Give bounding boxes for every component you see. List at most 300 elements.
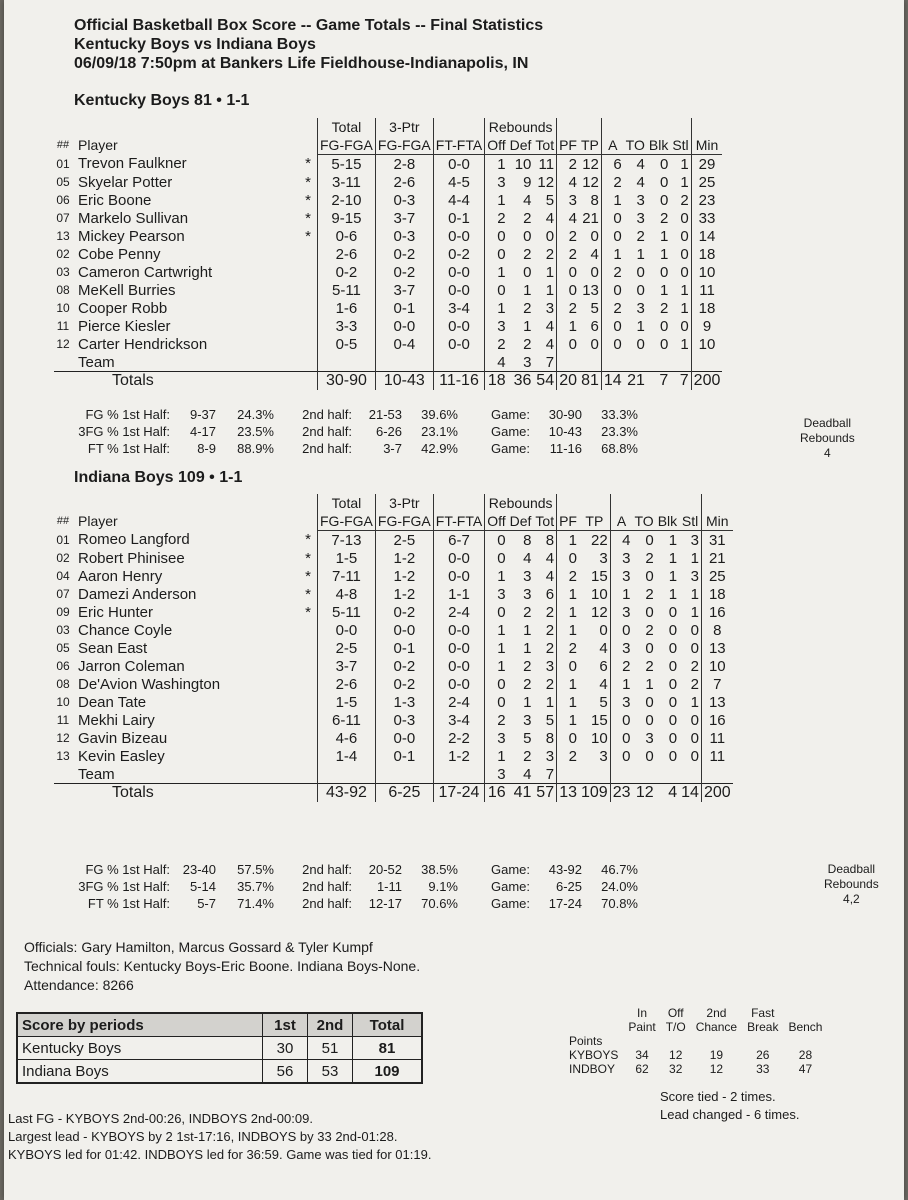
player-number: 04	[56, 569, 70, 583]
stat-min: 14	[691, 227, 722, 245]
stat-def: 1	[523, 317, 532, 335]
col-fast-break: Fast Break	[747, 1006, 779, 1034]
player-number: 08	[56, 677, 70, 691]
stat-pf: 0	[557, 335, 579, 353]
player-number	[54, 765, 72, 784]
stat-min: 25	[691, 173, 722, 191]
stat-tp: 15	[591, 711, 608, 729]
player-number: 10	[56, 695, 70, 709]
stat-blk: 0	[659, 155, 669, 173]
stat-tp: 6	[599, 657, 608, 675]
stat-pf: 4	[557, 173, 579, 191]
stat-def: 1	[523, 621, 532, 639]
stat-to: 2	[645, 621, 654, 639]
periods-header: Score by periods	[17, 1013, 263, 1037]
col-total: Total	[318, 118, 376, 136]
stat-pf: 2	[557, 567, 579, 585]
stat-def: 2	[523, 657, 532, 675]
box-score-table-kentucky	[54, 118, 722, 390]
player-number: 01	[56, 156, 70, 171]
starter-mark	[299, 335, 318, 353]
stat-stl: 1	[680, 281, 689, 299]
col-min: Min	[691, 136, 722, 155]
stat-tp: 5	[599, 693, 608, 711]
total-fg: 43-92	[318, 784, 376, 803]
header-date-venue: 06/09/18 7:50pm at Bankers Life Fieldhouse-Indianapolis, IN	[74, 55, 529, 72]
col-a: A	[601, 136, 623, 155]
col-tp: TP	[579, 136, 601, 155]
stat-to: 0	[645, 747, 654, 765]
stat-blk: 1	[668, 567, 678, 585]
stat-min: 11	[691, 281, 722, 299]
stat-min: 11	[701, 729, 732, 747]
pct-row: FG % 1st Half: 9-37 24.3% 2nd half: 21-53 39.6% Game: 30-90 33.3%	[85, 407, 638, 422]
periods-team: Kentucky Boys	[17, 1037, 263, 1060]
total-def: 36	[508, 372, 534, 391]
col-to: TO	[634, 513, 654, 529]
stat-to: 0	[645, 693, 654, 711]
col-num: ##	[56, 515, 70, 528]
periods-1st: 30	[263, 1037, 308, 1060]
stat-tp: 0	[590, 263, 599, 281]
stat-def: 2	[523, 299, 532, 317]
stat-to: 0	[645, 711, 654, 729]
stat-fg3: 1-2	[375, 585, 433, 603]
player-row	[54, 693, 733, 711]
footer-last-fg: Last FG - KYBOYS 2nd-00:26, INDBOYS 2nd-00:09.	[8, 1111, 313, 1126]
starter-mark	[299, 639, 318, 657]
player-name: Cobe Penny	[78, 245, 161, 263]
col-player: Player	[78, 137, 118, 154]
starter-mark: *	[305, 531, 311, 549]
col-fg: FG-FGA	[318, 512, 376, 531]
lead-changed: Lead changed - 6 times.	[660, 1107, 800, 1122]
stat-off: 1	[485, 639, 508, 657]
stat-fg3: 0-1	[375, 747, 433, 765]
stat-min: 8	[701, 621, 732, 639]
stat-stl: 0	[680, 245, 689, 263]
stat-tp: 10	[591, 729, 608, 747]
stat-def: 2	[523, 675, 532, 693]
stat-tot: 5	[545, 191, 555, 209]
stat-pf: 3	[557, 191, 579, 209]
periods-col-2nd: 2nd	[308, 1013, 353, 1037]
stat-ft: 3-4	[433, 711, 484, 729]
starter-mark	[299, 765, 318, 784]
player-name: Carter Hendrickson	[78, 335, 208, 353]
stat-tp: 0	[590, 227, 599, 245]
col-stl: Stl	[679, 512, 701, 531]
stat-pf: 1	[557, 531, 579, 550]
stat-min: 7	[701, 675, 732, 693]
stat-def: 2	[523, 209, 532, 227]
stat-tot: 2	[545, 675, 555, 693]
stat-fg3: 0-3	[375, 191, 433, 209]
stat-tp	[579, 765, 610, 784]
stat-to: 2	[645, 657, 654, 675]
stat-stl	[679, 765, 701, 784]
stat-min: 21	[701, 549, 732, 567]
stat-ft: 0-0	[433, 621, 484, 639]
player-row	[54, 299, 722, 317]
stat-a: 1	[610, 585, 632, 603]
total-min: 200	[701, 784, 732, 803]
stat-def: 0	[523, 263, 532, 281]
col-blk: Blk	[657, 513, 678, 529]
col-2nd-chance: 2nd Chance	[695, 1006, 738, 1034]
stat-min: 25	[701, 567, 732, 585]
player-row	[54, 531, 733, 550]
stat-ft: 0-1	[433, 209, 484, 227]
stat-ft: 0-0	[433, 317, 484, 335]
stat-blk	[647, 353, 670, 372]
stat-def: 9	[523, 173, 532, 191]
stat-min: 18	[691, 245, 722, 263]
technical-fouls: Technical fouls: Kentucky Boys-Eric Boone. Indiana Boys-None.	[24, 958, 421, 974]
shooting-pct-kentucky	[60, 406, 638, 457]
stat-to	[624, 353, 647, 372]
stat-a: 1	[601, 191, 623, 209]
total-off: 16	[485, 784, 508, 803]
stat-fg3: 0-1	[375, 299, 433, 317]
stat-to: 0	[636, 335, 645, 353]
stat-ft: 1-2	[433, 747, 484, 765]
total-a: 14	[601, 372, 623, 391]
stat-fg: 7-13	[318, 531, 376, 550]
deadball-value: 4	[824, 446, 831, 460]
stat-a: 3	[610, 639, 632, 657]
game-flow-summary	[660, 1088, 799, 1124]
stat-pf: 0	[557, 729, 579, 747]
col-stl: Stl	[670, 136, 691, 155]
total-off: 18	[485, 372, 508, 391]
player-number: 02	[56, 247, 70, 261]
stat-pf: 2	[557, 639, 579, 657]
stat-min	[701, 765, 732, 784]
stat-stl: 0	[680, 209, 689, 227]
stat-fg3: 0-2	[375, 263, 433, 281]
stat-stl: 3	[690, 531, 699, 549]
stat-blk: 1	[668, 549, 678, 567]
stat-tp: 4	[590, 245, 599, 263]
officials: Officials: Gary Hamilton, Marcus Gossard & Tyler Kumpf	[24, 939, 373, 955]
periods-row-kentucky	[17, 1037, 422, 1060]
stat-to	[632, 765, 655, 784]
stat-fg3: 0-2	[375, 657, 433, 675]
stat-blk: 0	[668, 729, 678, 747]
stat-stl: 0	[680, 263, 689, 281]
stat-fg: 3-7	[318, 657, 376, 675]
player-number	[54, 353, 72, 372]
stat-pf	[557, 765, 579, 784]
stat-to: 0	[645, 603, 654, 621]
player-number: 06	[56, 193, 70, 207]
starter-mark	[299, 263, 318, 281]
col-ft: FT-FTA	[433, 512, 484, 531]
player-row	[54, 585, 733, 603]
stat-to: 2	[636, 227, 645, 245]
stat-fg	[318, 765, 376, 784]
player-name: Mickey Pearson	[78, 227, 185, 245]
attendance: Attendance: 8266	[24, 977, 134, 993]
stat-tot: 2	[545, 245, 555, 263]
stat-off: 3	[485, 729, 508, 747]
stat-tp: 6	[590, 317, 599, 335]
stat-pf: 2	[557, 227, 579, 245]
stat-fg: 4-6	[318, 729, 376, 747]
col-rebounds: Rebounds	[485, 118, 557, 136]
starter-mark: *	[305, 191, 311, 209]
player-row	[54, 173, 722, 191]
starter-mark: *	[305, 173, 311, 191]
stat-stl: 0	[690, 639, 699, 657]
rebounds-label: Rebounds	[800, 431, 855, 445]
stat-stl: 1	[680, 155, 689, 173]
stat-to: 2	[645, 585, 654, 603]
stat-a: 1	[610, 675, 632, 693]
starter-mark	[299, 657, 318, 675]
stat-min: 13	[701, 639, 732, 657]
stat-tp: 15	[591, 567, 608, 585]
col-in-paint: In Paint	[628, 1006, 656, 1034]
stat-off: 3	[485, 765, 508, 784]
player-name: Cameron Cartwright	[78, 263, 213, 281]
periods-col-total: Total	[353, 1013, 423, 1037]
box-score-paper	[4, 0, 904, 1200]
stat-tot: 11	[538, 155, 555, 173]
col-ft: FT-FTA	[433, 136, 484, 155]
totals-row	[54, 784, 733, 803]
stat-def: 3	[523, 567, 532, 585]
stat-fg3: 0-3	[375, 227, 433, 245]
player-row	[54, 603, 733, 621]
periods-2nd: 51	[308, 1037, 353, 1060]
totals-label: Totals	[72, 784, 299, 803]
player-name: Skyelar Potter	[78, 173, 173, 191]
stat-a: 2	[601, 173, 623, 191]
stat-off: 2	[485, 209, 508, 227]
player-number: 10	[56, 301, 70, 315]
stat-off: 1	[485, 263, 508, 281]
col-rebounds: Rebounds	[485, 494, 557, 512]
stat-def: 2	[523, 335, 532, 353]
stat-blk: 0	[659, 191, 669, 209]
stat-fg: 1-5	[318, 549, 376, 567]
starter-mark: *	[305, 585, 311, 603]
stat-a: 6	[601, 155, 623, 174]
starter-mark: *	[305, 549, 311, 567]
player-name: Jarron Coleman	[78, 657, 185, 675]
stat-blk: 0	[668, 675, 678, 693]
stat-off: 3	[485, 317, 508, 335]
points-label: Points	[569, 1034, 603, 1048]
stat-pf: 1	[557, 693, 579, 711]
player-row	[54, 765, 733, 784]
col-pf: PF	[557, 512, 579, 531]
player-number: 01	[56, 532, 70, 547]
stat-fg3: 2-8	[375, 155, 433, 174]
stat-ft	[433, 353, 484, 372]
player-row	[54, 639, 733, 657]
col-bench: Bench	[788, 1020, 823, 1034]
col-to: TO	[625, 137, 645, 153]
stat-blk: 2	[659, 299, 669, 317]
stat-fg3: 0-4	[375, 335, 433, 353]
col-pf: PF	[557, 136, 579, 155]
total-tot: 57	[533, 784, 556, 803]
stat-off: 0	[485, 281, 508, 299]
box-score-table-indiana	[54, 494, 733, 802]
stat-off: 3	[485, 585, 508, 603]
stat-off: 1	[485, 191, 508, 209]
stat-off: 3	[485, 173, 508, 191]
player-number: 02	[56, 551, 70, 565]
stat-ft: 2-2	[433, 729, 484, 747]
stat-min	[691, 353, 722, 372]
stat-off: 1	[485, 747, 508, 765]
player-name: Damezi Anderson	[78, 585, 197, 603]
stat-a: 0	[610, 621, 632, 639]
stat-fg3: 0-0	[375, 729, 433, 747]
stat-pf: 0	[557, 263, 579, 281]
starter-mark	[299, 675, 318, 693]
stat-def: 2	[523, 603, 532, 621]
total-blk: 4	[656, 784, 679, 803]
stat-a: 0	[601, 227, 623, 245]
starter-mark: *	[305, 209, 311, 227]
player-name: MeKell Burries	[78, 281, 176, 299]
stat-fg3: 1-2	[375, 567, 433, 585]
stat-tot: 7	[545, 765, 555, 783]
total-a: 23	[610, 784, 632, 803]
stat-ft: 0-0	[433, 657, 484, 675]
stat-fg3: 0-1	[375, 639, 433, 657]
stat-stl: 0	[690, 621, 699, 639]
stat-tp: 12	[582, 155, 599, 173]
stat-fg3: 0-2	[375, 603, 433, 621]
stat-pf: 2	[557, 747, 579, 765]
stat-def: 2	[523, 747, 532, 765]
stat-def: 10	[514, 155, 532, 173]
player-row	[54, 263, 722, 281]
stat-fg: 1-4	[318, 747, 376, 765]
stat-ft: 4-4	[433, 191, 484, 209]
score-tied: Score tied - 2 times.	[660, 1089, 776, 1104]
player-row	[54, 711, 733, 729]
col-a: A	[610, 512, 632, 531]
stat-fg3: 3-7	[375, 281, 433, 299]
stat-off: 0	[485, 675, 508, 693]
stat-a: 2	[601, 299, 623, 317]
player-number: 11	[56, 319, 70, 333]
stat-min: 9	[691, 317, 722, 335]
stat-blk: 0	[668, 747, 678, 765]
stat-def: 3	[523, 711, 532, 729]
stat-tot: 4	[545, 209, 555, 227]
player-name: Chance Coyle	[78, 621, 173, 639]
stat-to: 1	[645, 675, 654, 693]
stat-fg3	[375, 353, 433, 372]
stat-ft: 0-0	[433, 675, 484, 693]
periods-total: 109	[353, 1060, 423, 1084]
player-number: 08	[56, 283, 70, 297]
stat-a: 3	[610, 693, 632, 711]
player-row	[54, 209, 722, 227]
stat-to: 0	[645, 639, 654, 657]
points-row-kyboys: KYBOYS 34 12 19 26 28	[569, 1048, 813, 1062]
periods-team: Indiana Boys	[17, 1060, 263, 1084]
stat-ft: 0-0	[433, 263, 484, 281]
col-fg: FG-FGA	[318, 136, 376, 155]
player-number: 13	[56, 749, 70, 763]
stat-stl: 1	[680, 335, 689, 353]
stat-blk: 0	[659, 317, 669, 335]
stat-ft: 0-2	[433, 245, 484, 263]
total-tp: 81	[579, 372, 601, 391]
player-name: Team	[78, 353, 115, 371]
stat-stl: 2	[690, 675, 699, 693]
stat-to: 1	[636, 245, 645, 263]
total-tot: 54	[533, 372, 556, 391]
points-breakdown-table	[564, 1006, 827, 1076]
stat-a: 1	[601, 245, 623, 263]
starter-mark	[299, 245, 318, 263]
total-min: 200	[691, 372, 722, 391]
starter-mark	[299, 747, 318, 765]
stat-fg: 1-6	[318, 299, 376, 317]
col-total: Total	[318, 494, 376, 512]
stat-a: 3	[610, 567, 632, 585]
stat-fg: 3-3	[318, 317, 376, 335]
stat-stl: 2	[680, 191, 689, 209]
stat-tot: 4	[545, 317, 555, 335]
stat-off: 1	[485, 657, 508, 675]
stat-min: 33	[691, 209, 722, 227]
stat-fg: 2-10	[318, 191, 376, 209]
total-tp: 109	[579, 784, 610, 803]
stat-stl: 1	[690, 693, 699, 711]
stat-ft: 1-1	[433, 585, 484, 603]
player-name: Gavin Bizeau	[78, 729, 168, 747]
team-title-indiana: Indiana Boys 109 • 1-1	[74, 469, 243, 486]
player-name: Trevon Faulkner	[78, 155, 187, 173]
stat-off: 1	[485, 299, 508, 317]
stat-to: 0	[645, 567, 654, 585]
stat-tot: 0	[545, 227, 555, 245]
player-number: 05	[56, 175, 70, 189]
stat-def: 4	[523, 765, 532, 783]
stat-blk: 0	[668, 711, 678, 729]
stat-fg: 2-5	[318, 639, 376, 657]
stat-ft: 0-0	[433, 227, 484, 245]
stat-a: 2	[601, 263, 623, 281]
periods-total: 81	[353, 1037, 423, 1060]
stat-to: 4	[636, 173, 645, 191]
stat-stl: 0	[680, 317, 689, 335]
stat-blk	[656, 765, 679, 784]
periods-2nd: 53	[308, 1060, 353, 1084]
player-row	[54, 621, 733, 639]
stat-tp: 4	[599, 675, 608, 693]
col-3ptr: 3-Ptr	[375, 494, 433, 512]
stat-tp: 21	[582, 209, 599, 227]
stat-stl: 0	[680, 227, 689, 245]
player-number: 12	[56, 731, 70, 745]
stat-min: 13	[701, 693, 732, 711]
score-by-periods-table	[16, 1012, 423, 1084]
total-ft: 11-16	[433, 372, 484, 391]
stat-pf: 1	[557, 585, 579, 603]
